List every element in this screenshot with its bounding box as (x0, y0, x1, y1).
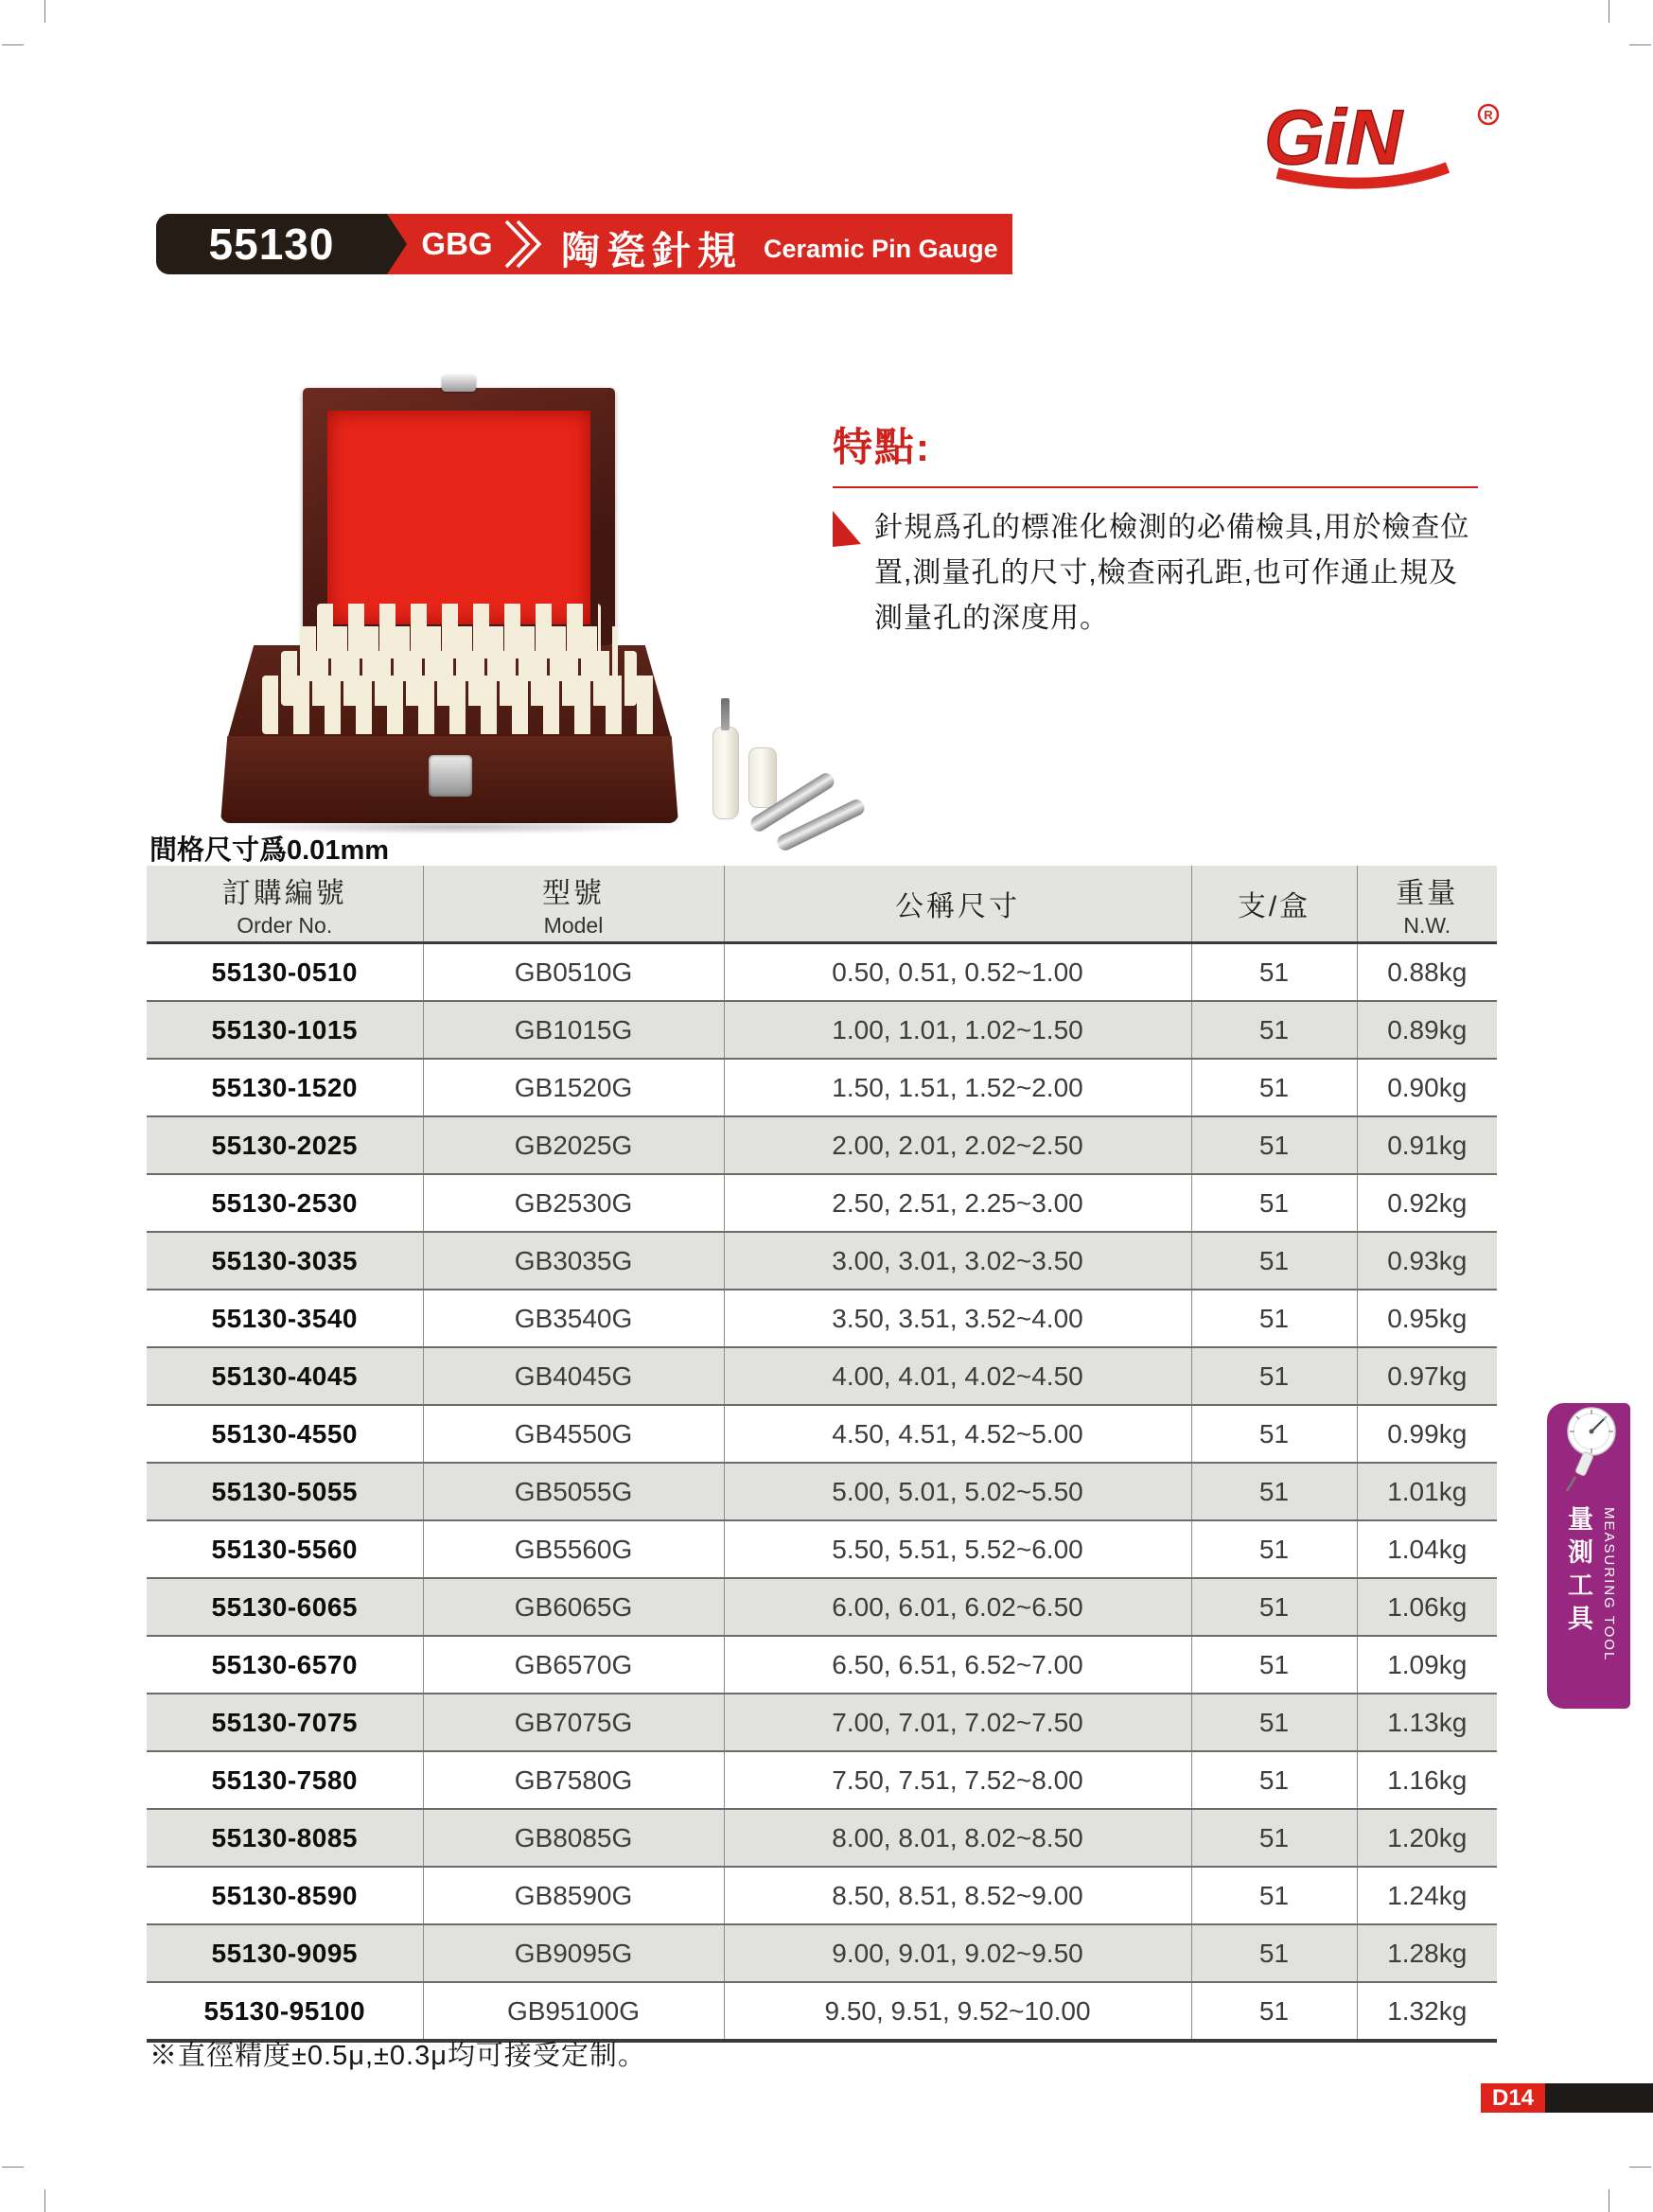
cell-pcs-per-box: 51 (1191, 943, 1357, 1002)
cell-nominal-size: 9.50, 9.51, 9.52~10.00 (724, 1982, 1191, 2041)
cell-nominal-size: 4.50, 4.51, 4.52~5.00 (724, 1405, 1191, 1463)
cell-weight: 1.16kg (1357, 1751, 1497, 1809)
cell-nominal-size: 9.00, 9.01, 9.02~9.50 (724, 1924, 1191, 1982)
cell-pcs-per-box: 51 (1191, 1116, 1357, 1174)
cell-pcs-per-box: 51 (1191, 1463, 1357, 1520)
cell-nominal-size: 2.50, 2.51, 2.25~3.00 (724, 1174, 1191, 1232)
cell-order-no: 55130-6570 (211, 1649, 358, 1679)
cell-model: GB4550G (423, 1405, 724, 1463)
measuring-tool-tab (1547, 1403, 1630, 1709)
product-banner (156, 214, 1012, 274)
crop-mark (1629, 44, 1651, 45)
cell-nominal-size: 3.50, 3.51, 3.52~4.00 (724, 1290, 1191, 1347)
table-row (147, 943, 1497, 1002)
cell-model: GB0510G (423, 943, 724, 1002)
cell-pcs-per-box: 51 (1191, 1924, 1357, 1982)
gin-logo-graphic (1258, 90, 1510, 194)
cell-order-no: 55130-9095 (211, 1938, 358, 1968)
cell-order-no: 55130-4550 (211, 1418, 358, 1448)
cell-model: GB8590G (423, 1867, 724, 1924)
cell-nominal-size: 6.00, 6.01, 6.02~6.50 (724, 1578, 1191, 1636)
cell-nominal-size: 5.00, 5.01, 5.02~5.50 (724, 1463, 1191, 1520)
col-header-weight: 重量 N.W. (1357, 866, 1497, 943)
cell-order-no: 55130-8085 (211, 1822, 358, 1852)
cell-nominal-size: 7.50, 7.51, 7.52~8.00 (724, 1751, 1191, 1809)
cell-pcs-per-box: 51 (1191, 1694, 1357, 1751)
crop-mark (44, 2189, 45, 2212)
features-divider (833, 486, 1478, 488)
cell-weight: 1.06kg (1357, 1578, 1497, 1636)
table-header-row (147, 866, 1497, 943)
table-row (147, 1867, 1497, 1924)
metal-latch (429, 755, 472, 797)
cell-nominal-size: 3.00, 3.01, 3.02~3.50 (724, 1232, 1191, 1290)
cell-pcs-per-box: 51 (1191, 1751, 1357, 1809)
cell-order-no: 55130-5560 (211, 1534, 358, 1564)
cell-order-no: 55130-5055 (211, 1476, 358, 1506)
cell-pcs-per-box: 51 (1191, 1290, 1357, 1347)
product-photo (213, 350, 866, 842)
page-marker-bar (1545, 2083, 1653, 2113)
table-row (147, 1809, 1497, 1867)
cell-model: GB2530G (423, 1174, 724, 1232)
page-number-badge: D14 (1481, 2083, 1545, 2113)
tab-label-zh: 量測工具 (1564, 1505, 1592, 1638)
cell-weight: 0.88kg (1357, 943, 1497, 1002)
dial-indicator-icon (1559, 1403, 1618, 1501)
cell-order-no: 55130-3540 (211, 1303, 358, 1333)
cell-model: GB2025G (423, 1116, 724, 1174)
cell-weight: 1.28kg (1357, 1924, 1497, 1982)
cell-nominal-size: 7.00, 7.01, 7.02~7.50 (724, 1694, 1191, 1751)
table-row (147, 1636, 1497, 1694)
cell-model: GB3035G (423, 1232, 724, 1290)
features-section (833, 416, 1486, 641)
table-row (147, 1347, 1497, 1405)
cell-weight: 1.32kg (1357, 1982, 1497, 2041)
table-caption: 間格尺寸爲0.01mm (149, 835, 390, 866)
crop-mark (1629, 2167, 1651, 2168)
cell-model: GB95100G (423, 1982, 724, 2041)
cell-pcs-per-box: 51 (1191, 1059, 1357, 1116)
table-row (147, 1578, 1497, 1636)
cell-model: GB8085G (423, 1809, 724, 1867)
metal-clasp-top (442, 375, 476, 392)
cell-pcs-per-box: 51 (1191, 1982, 1357, 2041)
cell-pcs-per-box: 51 (1191, 1347, 1357, 1405)
table-row (147, 1463, 1497, 1520)
table-row (147, 1751, 1497, 1809)
cell-order-no: 55130-7075 (211, 1707, 358, 1737)
cell-order-no: 55130-1015 (211, 1014, 358, 1045)
cell-weight: 1.13kg (1357, 1694, 1497, 1751)
cell-model: GB9095G (423, 1924, 724, 1982)
col-header-pcs-per-box: 支/盒 (1191, 866, 1357, 943)
col-header-order-no: 訂購編號 Order No. (147, 866, 423, 943)
svg-text:R: R (1484, 108, 1493, 122)
red-felt-lining (327, 411, 590, 624)
cell-order-no: 55130-4045 (211, 1361, 358, 1391)
table-row (147, 1059, 1497, 1116)
cell-weight: 1.04kg (1357, 1520, 1497, 1578)
cell-order-no: 55130-3035 (211, 1245, 358, 1275)
cell-order-no: 55130-2025 (211, 1130, 358, 1160)
cell-model: GB7580G (423, 1751, 724, 1809)
product-title-zh: 陶瓷針規 (561, 229, 743, 272)
spec-table (147, 866, 1497, 2043)
col-header-model: 型號 Model (423, 866, 724, 943)
cell-model: GB3540G (423, 1290, 724, 1347)
cell-pcs-per-box: 51 (1191, 1520, 1357, 1578)
cell-model: GB4045G (423, 1347, 724, 1405)
cell-weight: 0.92kg (1357, 1174, 1497, 1232)
cell-model: GB6570G (423, 1636, 724, 1694)
table-row (147, 1924, 1497, 1982)
cell-pcs-per-box: 51 (1191, 1174, 1357, 1232)
chevron-icon (502, 219, 544, 270)
cell-weight: 0.91kg (1357, 1116, 1497, 1174)
cell-weight: 0.95kg (1357, 1290, 1497, 1347)
cell-order-no: 55130-2530 (211, 1187, 358, 1218)
cell-weight: 0.97kg (1357, 1347, 1497, 1405)
cell-pcs-per-box: 51 (1191, 1578, 1357, 1636)
brand-logo (1258, 90, 1510, 194)
crop-mark (2, 44, 24, 45)
cell-order-no: 55130-7580 (211, 1764, 358, 1795)
tab-label-en: MEASURING TOOL (1601, 1507, 1617, 1662)
table-row (147, 1174, 1497, 1232)
triangle-bullet-icon (833, 511, 861, 547)
cell-pcs-per-box: 51 (1191, 1636, 1357, 1694)
cell-order-no: 55130-8590 (211, 1880, 358, 1910)
table-row (147, 1982, 1497, 2041)
cell-nominal-size: 4.00, 4.01, 4.02~4.50 (724, 1347, 1191, 1405)
svg-text:GiN: GiN (1264, 95, 1402, 181)
cell-nominal-size: 0.50, 0.51, 0.52~1.00 (724, 943, 1191, 1002)
cell-weight: 1.01kg (1357, 1463, 1497, 1520)
cell-nominal-size: 1.50, 1.51, 1.52~2.00 (724, 1059, 1191, 1116)
table-row (147, 1001, 1497, 1059)
cell-weight: 0.99kg (1357, 1405, 1497, 1463)
pin-vise-handle (712, 727, 739, 819)
cell-pcs-per-box: 51 (1191, 1867, 1357, 1924)
cell-order-no: 55130-6065 (211, 1591, 358, 1622)
cell-weight: 0.93kg (1357, 1232, 1497, 1290)
table-row (147, 1232, 1497, 1290)
cell-nominal-size: 6.50, 6.51, 6.52~7.00 (724, 1636, 1191, 1694)
table-row (147, 1694, 1497, 1751)
cell-model: GB7075G (423, 1694, 724, 1751)
cell-model: GB5055G (423, 1463, 724, 1520)
table-body (147, 943, 1497, 2042)
cell-model: GB1015G (423, 1001, 724, 1059)
cell-weight: 0.89kg (1357, 1001, 1497, 1059)
cell-model: GB5560G (423, 1520, 724, 1578)
crop-mark (2, 2167, 24, 2168)
cell-weight: 0.90kg (1357, 1059, 1497, 1116)
ceramic-cap (748, 747, 777, 808)
cell-pcs-per-box: 51 (1191, 1809, 1357, 1867)
cell-nominal-size: 2.00, 2.01, 2.02~2.50 (724, 1116, 1191, 1174)
cell-order-no: 55130-95100 (203, 1995, 366, 2026)
table-row (147, 1116, 1497, 1174)
cell-nominal-size: 8.00, 8.01, 8.02~8.50 (724, 1809, 1191, 1867)
product-code: 55130 (208, 219, 335, 269)
col-header-nominal-size: 公稱尺寸 (724, 866, 1191, 943)
table-row (147, 1290, 1497, 1347)
pin-vise-tip (721, 698, 730, 730)
product-title-en: Ceramic Pin Gauge (764, 235, 998, 263)
table-row (147, 1405, 1497, 1463)
cell-pcs-per-box: 51 (1191, 1001, 1357, 1059)
cell-order-no: 55130-0510 (211, 957, 358, 987)
cell-model: GB1520G (423, 1059, 724, 1116)
product-code-badge (156, 214, 387, 274)
cell-pcs-per-box: 51 (1191, 1405, 1357, 1463)
features-body: 針規爲孔的標准化檢測的必備檢具,用於檢查位置,測量孔的尺寸,檢查兩孔距,也可作通止規及測量孔的深度用。 (874, 512, 1470, 634)
cell-model: GB6065G (423, 1578, 724, 1636)
features-heading: 特點: (833, 425, 931, 469)
cell-pcs-per-box: 51 (1191, 1232, 1357, 1290)
badge-arrow (387, 214, 407, 274)
cell-weight: 1.24kg (1357, 1867, 1497, 1924)
ceramic-pins-row (262, 676, 656, 734)
table-row (147, 1520, 1497, 1578)
table-footnote: ※直徑精度±0.5μ,±0.3μ均可接受定制。 (149, 2041, 646, 2071)
cell-weight: 1.09kg (1357, 1636, 1497, 1694)
series-code: GBG (421, 226, 493, 261)
cell-nominal-size: 8.50, 8.51, 8.52~9.00 (724, 1867, 1191, 1924)
cell-weight: 1.20kg (1357, 1809, 1497, 1867)
cell-nominal-size: 1.00, 1.01, 1.02~1.50 (724, 1001, 1191, 1059)
cell-nominal-size: 5.50, 5.51, 5.52~6.00 (724, 1520, 1191, 1578)
crop-mark (44, 0, 45, 23)
cell-order-no: 55130-1520 (211, 1072, 358, 1102)
